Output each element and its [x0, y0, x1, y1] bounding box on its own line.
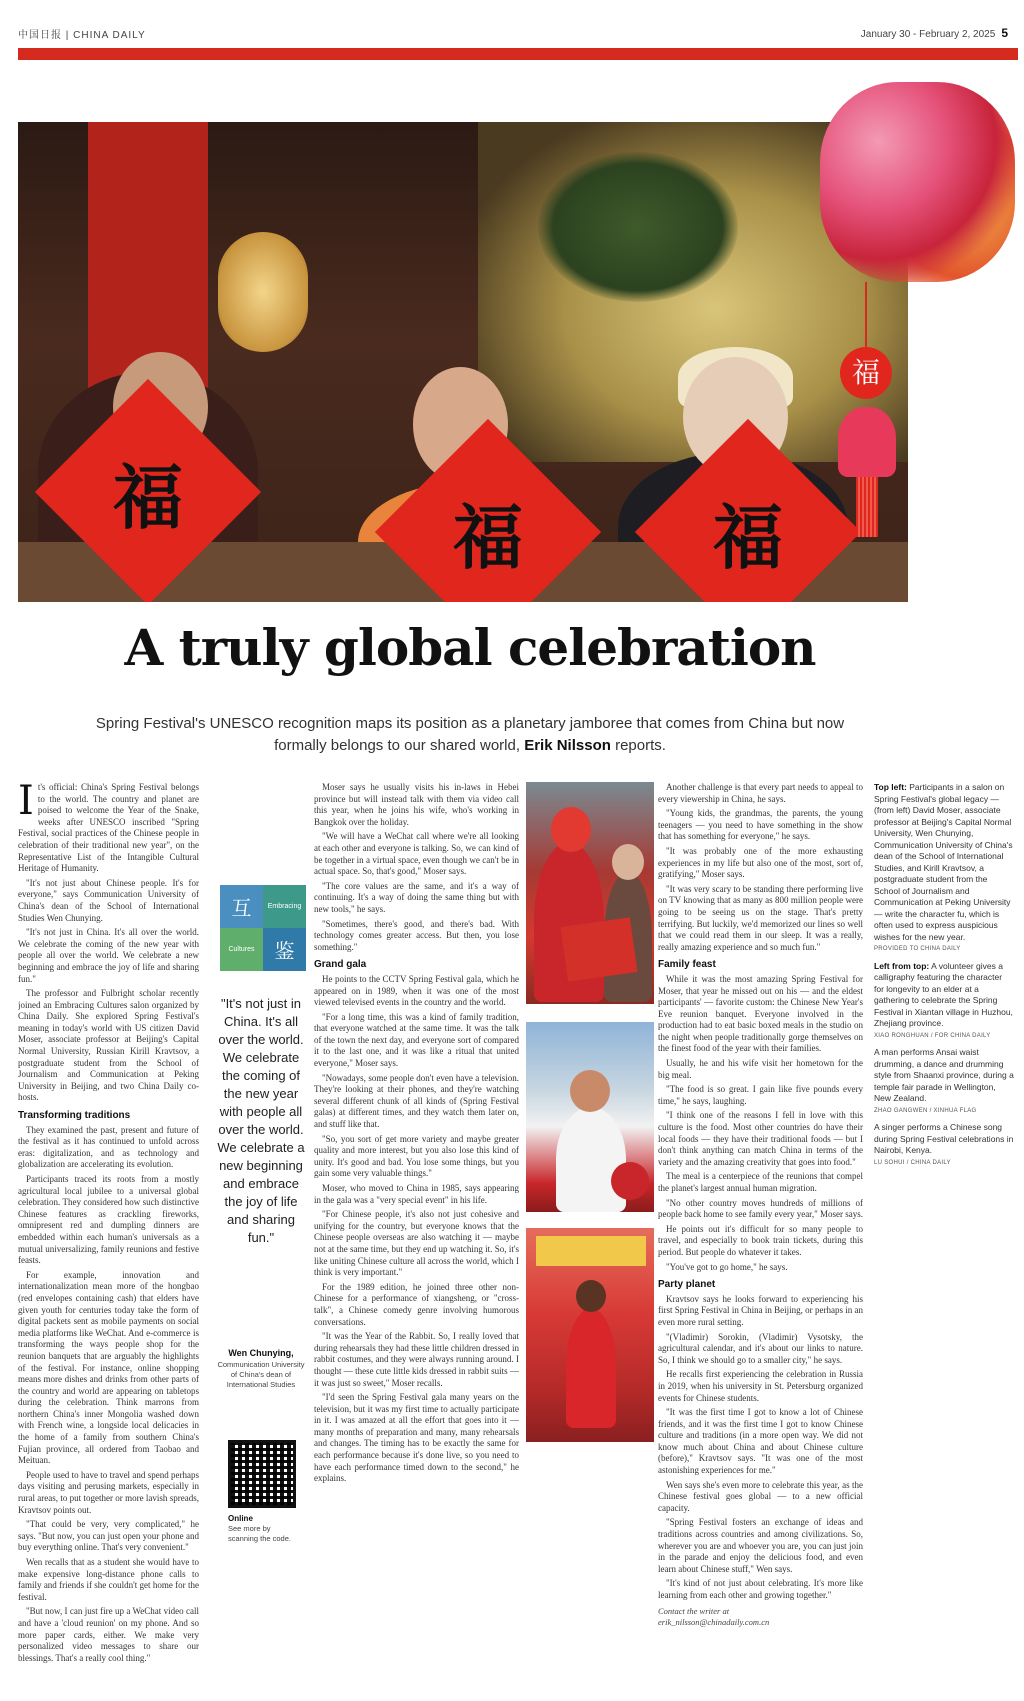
photo-bonsai	[538, 152, 738, 302]
fu-character: 福	[713, 495, 783, 579]
paragraph: "Spring Festival fosters an exchange of ideas and traditions across countries and among civilizations. So, wherever you are and whoever you are, you can just join in the parade and enjoy the delicious food, and even learn about Chinese stuff," Wen says.	[658, 1517, 863, 1574]
online-note	[228, 1514, 298, 1544]
caption-label: Top left:	[874, 782, 907, 792]
snake-illustration	[820, 82, 1015, 282]
paragraph: "Young kids, the grandmas, the parents, the young teenagers — you need to have something in the show that has something for everyone," he says.	[658, 808, 863, 842]
paragraph: "I think one of the reasons I fell in love with this culture is the food. Most other countries do have their local foods — they have their traditional foods — but I don't think anything can match China in terms of the variety and the amazing creativity that goes into food."	[658, 1110, 863, 1167]
drummer-head	[570, 1070, 610, 1112]
paragraph: "So, you sort of get more variety and maybe greater quality and more interest, but you also lose this kind of unity. It's good and bad. You lose some things, but you gain some very valuable things."	[314, 1133, 519, 1179]
caption-credit: LU SOHUI / CHINA DAILY	[874, 1159, 951, 1166]
fu-paper-left	[35, 379, 261, 602]
paragraph: "For Chinese people, it's also not just cohesive and unifying for the country, but everyone knows that the Chinese people overseas are also watching it — maybe not at the same time, but they end up watching it. So, it's like uniting Chinese culture all across the world, which I think is very important."	[314, 1209, 519, 1278]
paragraph: Wen says she's even more to celebrate this year, as the Chinese festival goes global — to a new official capacity.	[658, 1479, 863, 1513]
chinese-knot-icon	[838, 407, 896, 477]
elder-head	[612, 844, 644, 880]
subheading: Family feast	[658, 959, 716, 971]
dropcap: I	[18, 782, 34, 824]
subheading: Transforming traditions	[18, 1110, 131, 1122]
banner-sign	[536, 1236, 646, 1266]
embracing-cultures-logo	[220, 885, 306, 971]
paragraph: While it was the most amazing Spring Festival for Moser, that year he missed out on his — and the eldest participants' — favorite custom: the Chinese New Year's Eve reunion banquet. Everyone involved in the production had to eat basic boxed meals in the studio on the night when people traditionally gorge themselves on the finest food of the year with their families.	[658, 973, 863, 1054]
paragraph: Kravtsov says he looks forward to experiencing his first Spring Festival in China in Beijing, or perhaps in an even more rural setting.	[658, 1293, 863, 1327]
logo-piece: Embracing	[263, 885, 306, 928]
drum-icon	[611, 1162, 649, 1200]
quote-title: Communication University of China's dean of International Studies	[217, 1360, 305, 1389]
caption-text: A man performs Ansai waist drumming, a dance and drumming style from Shaanxi province, during a temple fair parade in Wellington, New Zealand.	[874, 1047, 1014, 1103]
paragraph: "It's kind of not just about celebrating. It's more like learning from each other and growing together."	[658, 1578, 863, 1600]
paragraph: Usually, he and his wife visit her hometown for the big meal.	[658, 1058, 863, 1080]
paragraph: For example, innovation and internationalization mean more of the hongbao (red envelopes containing cash) that elders have given youth for centuries today take the form of digital packets sent as mobile payments on social media platforms like WeChat. And e-commerce is transforming the ways people shop for the reunion banquets that are arguably the highlights of the festival. For instance, online shopping means more dishes and drinks from other parts of the country and world are appearing on tabletops during the celebration. Think marrons from northern China's inner Mongolia washed down with French wine, a longside local delicacies in the home of a family from southern China's Fujian province, all ordered from Taobao and Meituan.	[18, 1269, 199, 1466]
tassel-icon	[856, 477, 878, 537]
paragraph: "It was probably one of the more exhausting experiences in my life but also one of the most, sort of, gratifying," Moser says.	[658, 845, 863, 880]
paragraph: "We will have a WeChat call where we're all looking at each other and everyone is talking. So, we can kind of be together in a virtual space, even though we can't be in actual space. So, that's good," Moser says.	[314, 831, 519, 877]
paragraph: "The food is so great. I gain like five pounds every time," he says, laughing.	[658, 1084, 863, 1106]
hero-photo	[18, 122, 908, 602]
paragraph: The meal is a centerpiece of the reunions that compel the planet's largest annual human migration.	[658, 1171, 863, 1193]
paragraph: He points out it's difficult for so many people to travel, and especially to book train tickets, during this period. But people do whatever it takes.	[658, 1223, 863, 1257]
paragraph: He points to the CCTV Spring Festival gala, which he appeared on in 1989, when it was one of the most viewed televised events in the country and the world.	[314, 973, 519, 1008]
paragraph: "But now, I can just fire up a WeChat video call and have a 'cloud reunion' on my phone. And so more paper cards, either. We make very personalized video messages to share our blessings. That's a really cool thing."	[18, 1606, 199, 1663]
caption-credit: XIAO RONGHUAN / FOR CHINA DAILY	[874, 1032, 991, 1039]
logo-piece: Cultures	[220, 928, 263, 971]
qr-code-icon[interactable]	[228, 1440, 296, 1508]
paragraph: "For a long time, this was a kind of family tradition, that everyone watched at the same time. It was the talk of the town the next day, and everyone sort of compared it to the last one, and it was like a ritual that united everyone," Moser says.	[314, 1011, 519, 1069]
pull-quote-attribution	[214, 1348, 308, 1390]
paragraph: "No other country moves hundreds of millions of people back home to see family every year," Moser says.	[658, 1197, 863, 1220]
contact-line	[658, 1606, 863, 1629]
subheading: Party planet	[658, 1279, 716, 1291]
logo-piece: 鉴	[263, 928, 306, 971]
paragraph: "The core values are the same, and it's a way of continuing. It's a way of doing the same thing but with new tools," he says.	[314, 880, 519, 914]
paragraph: "It was the first time I got to know a lot of Chinese friends, and it was the first time I got to know Chinese culture and traditions (in a more open way. We did not know much about China and about Chinese culture (before)," Kravtsov says. "It was one of the most astonishing experiences for me."	[658, 1407, 863, 1476]
photo-lantern	[218, 232, 308, 352]
deck-text: Spring Festival's UNESCO recognition maps its position as a planetary jamboree that comes from China but now formally belongs to our shared world,	[95, 715, 845, 754]
drummer-figure	[556, 1107, 626, 1212]
contact-label: Contact the writer at	[658, 1605, 730, 1616]
paragraph: Wen recalls that as a student she would have to make expensive long-distance phone calls to family and friends if she couldn't get home for the festival.	[18, 1557, 199, 1602]
paragraph: "It's not just in China. It's all over the world. We celebrate the coming of the new year with people all over the world. We celebrate a new beginning and embrace the joy of life and sharing fun."	[18, 927, 199, 984]
paragraph: The professor and Fulbright scholar recently joined an Embracing Cultures salon organized by China Daily. She explored Spring Festival's meaning in today's world with US citizen David Moser, associate professor at Beijing's Capital Normal University, Russian Kirill Kravtsov, a postgraduate student from the School of Journalism and Communication at Peking University in Beijing, and two China Daily co-hosts.	[18, 988, 199, 1103]
article-column-1	[18, 782, 199, 1682]
caption-text: A singer performs a Chinese song during Spring Festival celebrations in Nairobi, Kenya.	[874, 1122, 1014, 1155]
paragraph: "It was the Year of the Rabbit. So, I really loved that during rehearsals they had these little children dressed in rabbit costumes, and they were always running around. I thought — these cute little kids dressed in rabbit suits — it was just so sweet," Moser recalls.	[314, 1331, 519, 1388]
deck	[80, 713, 860, 757]
volunteer-head	[551, 807, 591, 852]
photo-waist-drumming	[526, 1022, 654, 1212]
deck-tail: reports.	[615, 737, 666, 754]
paragraph: "It's not just about Chinese people. It's for everyone," says Communication University of China's dean of the School of International Studies Wen Chunying.	[18, 877, 199, 923]
caption-credit: ZHAO GANGWEN / XINHUA FLAG	[874, 1107, 977, 1114]
article-column-4	[658, 782, 863, 1682]
fu-character: 福	[453, 495, 523, 579]
photo-captions	[874, 782, 1014, 1174]
singer-figure	[566, 1308, 616, 1428]
paragraph: "Nowadays, some people don't even have a television. They're looking at their phones, and they're watching several different chunk of all kinds of (Spring Festival galas) at different times, and they watch them later on, and stuff like that.	[314, 1072, 519, 1130]
issue-date	[861, 26, 1008, 40]
paragraph: Moser, who moved to China in 1985, says appearing in the gala was a "very special event" in his life.	[314, 1183, 519, 1205]
online-text: See more by scanning the code.	[228, 1524, 291, 1543]
calligraphy-paper	[561, 917, 638, 981]
deck-author: Erik Nilsson	[524, 737, 611, 754]
article-column-2	[314, 782, 519, 1682]
paragraph: For the 1989 edition, he joined three other non-Chinese for a performance of xiangsheng, or "cross-talk", a Chinese comedy genre involving humorous conversations.	[314, 1281, 519, 1327]
paragraph: They examined the past, present and future of the festival as it has continued to unfold across eras: digitalization, and as technology and globalization are accelerating its evolution.	[18, 1124, 199, 1170]
header-red-rule	[18, 48, 1018, 60]
caption-label: Left from top:	[874, 960, 930, 971]
knot-string	[865, 282, 867, 352]
page-header	[18, 22, 1014, 44]
paragraph: Another challenge is that every part needs to appeal to every viewership in China, he says.	[658, 782, 863, 804]
snake-decoration	[820, 82, 1015, 472]
photo-singer	[526, 1228, 654, 1442]
paragraph: He recalls first experiencing the celebration in Russia in 2019, when his university in St. Petersburg organized events for Chinese students.	[658, 1369, 863, 1403]
logo-piece: 互	[220, 885, 263, 928]
paragraph: "I'd seen the Spring Festival gala many years on the television, but it was my first time to actually participate in it. I was amazed at all the effort that goes into it — many months of preparation and many, many rehearsals and changes. The timing has to be exactly the same for each performance because it's done live, so you need to have each performance timed down to the second," he explains.	[314, 1392, 519, 1484]
paragraph: "Sometimes, there's good, and there's bad. With technology comes greater access. But then, you lose something."	[314, 918, 519, 952]
online-label: Online	[228, 1514, 253, 1523]
paragraph: "That could be very, very complicated," he says. "But now, you can just open your phone and buy everything online. That's very convenient."	[18, 1519, 199, 1553]
subheading: Grand gala	[314, 959, 367, 971]
paragraph: People used to have to travel and spend perhaps days visiting and perusing markets, especially in rural areas, to put together or more lavish spreads, Kravtsov points out.	[18, 1469, 199, 1515]
caption-credit: PROVIDED TO CHINA DAILY	[874, 946, 961, 952]
fu-character: 福	[113, 455, 183, 539]
paragraph: "It was very scary to be standing there performing live on TV knowing that as many as 800 million people were going to be seeing us on the stage. That's pretty terrifying. But luckily, we'd memorized our lines so well that we could read them in our sleep. It was a really, really amazing experience and so much fun."	[658, 883, 863, 952]
section-name: 中国日报 | CHINA DAILY	[18, 30, 146, 41]
paragraph: "(Vladimir) Sorokin, (Vladimir) Vysotsky, the agricultural calendar, and it's about our links to nature. So, I think we should go to a smaller city," he says.	[658, 1331, 863, 1365]
pull-quote: "It's not just in China. It's all over the world. We celebrate the coming of the new year with people all over the world. We celebrate a new beginning and embrace the joy of life and sharing fun."	[217, 996, 305, 1245]
paragraph: Participants traced its roots from a mostly agricultural local jubilee to a universal global celebration. They considered how such distinctive Chinese features as crackling fireworks, omnipresent red and dumpling dinners are embedded within each human's universals as a mutual universalizing, family reunions and festive feasts.	[18, 1174, 199, 1266]
caption-text: Participants in a salon on Spring Festival's global legacy — (from left) David Moser, associate professor at Beijing's Capital Normal University, Wen Chunying, Communication University of China's dean of the School of International Studies, and Kirill Kravtsov, a postgraduate student from the School of Journalism and Communication at Peking University — write the character fu, which is often used to express auspicious wishes for the new year.	[874, 782, 1013, 942]
quote-name: Wen Chunying,	[228, 1348, 294, 1358]
headline: A truly global celebration	[124, 618, 816, 677]
paragraph: t's official: China's Spring Festival belongs to the world. The country and planet are poised to welcome the Year of the Snake, weeks after UNESCO inscribed "Spring Festival, social practices of the Chinese people in celebration of their traditional new year", on the Representative List of the Intangible Cultural Heritage of Humanity.	[18, 782, 199, 874]
contact-email[interactable]: erik_nilsson@chinadaily.com.cn	[658, 1617, 770, 1628]
date-text: January 30 - February 2, 2025	[860, 29, 996, 40]
paragraph: Moser says he usually visits his in-laws in Hebei province but will instead talk with them via video call this year, when he joins his wife, who's working in Bangkok over the holiday.	[314, 782, 519, 827]
caption-text: A volunteer gives a calligraphy featuring the character for longevity to an elder at a gathering to celebrate the Spring Festival in Xiantan village in Huzhou, Zhejiang province.	[874, 960, 1013, 1028]
photo-calligraphy-gift	[526, 782, 654, 1004]
singer-head	[576, 1280, 606, 1312]
fu-knot-icon: 福	[840, 347, 892, 399]
page-number: 5	[1001, 26, 1008, 40]
paragraph: "You've got to go home," he says.	[666, 1261, 788, 1272]
